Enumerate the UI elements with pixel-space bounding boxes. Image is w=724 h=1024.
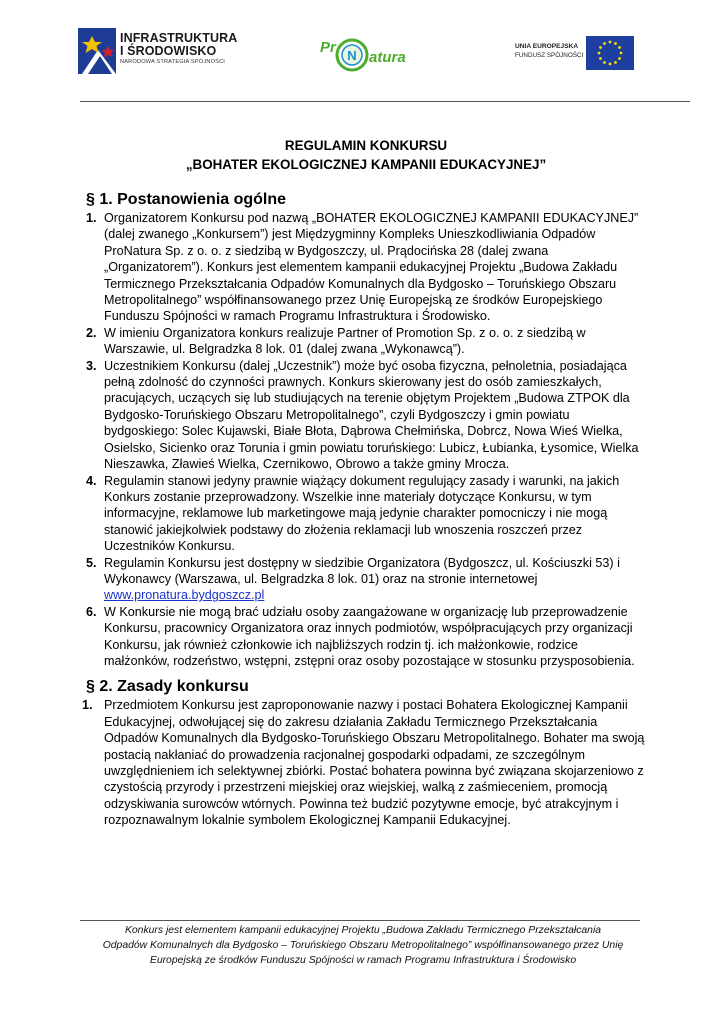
pronatura-text-right: atura bbox=[369, 49, 406, 66]
footer-line1: Konkurs jest elementem kampanii edukacyjnej Projektu „Budowa Zakładu Termicznego Przekształcania bbox=[124, 925, 602, 936]
infrastruktura-logo bbox=[78, 28, 238, 74]
document-body bbox=[82, 136, 646, 829]
doc-title-line1: REGULAMIN KONKURSU bbox=[284, 138, 448, 153]
item-text: Przedmiotem Konkursu jest zaproponowanie nazwy i postaci Bohatera Ekologicznej Kampanii Edukacyjnej, odwołującej się do zakresu działania Zakładu Termicznego Przekształcania Odpadów Komunalnych dla Bydgosko-Toruńskiego Obszaru Metropolitalnego. Bohater ma swoją postacią nakłaniać do prowadzenia racjonalnej gospodarki odpadami, ze szczególnym uwzględnieniem ich selektywnej zbiórki. Postać bohatera powinna być związana skojarzeniowo z czystością przyrody i przestrzeni miejskiej oraz wiejskiej, walką z zaśmieceniem, promocją odzyskiwania surowców wtórnych. Powinna też budzić pozytywne emocje, być atrakcyjnym i rozpoznawalnym lokalnie symbolem Ekologicznej Kampanii Edukacyjnej. bbox=[104, 698, 645, 828]
item-text: Organizatorem Konkursu pod nazwą „BOHATER EKOLOGICZNEJ KAMPANII EDUKACYJNEJ” (dalej zwanego „Konkursem”) jest Międzygminny Kompleks Unieszkodliwiania Odpadów ProNatura Sp. z o. o. z siedzibą w Bydgoszczy, ul. Prądocińska 28 (dalej zwana „Organizatorem”). Konkurs jest elementem kampanii edukacyjnej Projektu „Budowa Zakładu Termicznego Przekształcania Odpadów Komunalnych dla Bydgosko – Toruńskiego Obszaru Metropolitalnego” współfinansowanego przez Unię Europejską ze środków Europejskiego Funduszu Spójności w ramach Programu Infrastruktura i Środowisko. bbox=[104, 211, 639, 324]
item-number: 5. bbox=[86, 555, 97, 570]
eu-logo-line2: FUNDUSZ SPÓJNOŚCI bbox=[515, 52, 584, 59]
section2-list bbox=[82, 697, 646, 828]
item-number: 2. bbox=[86, 325, 97, 340]
pronatura-circle-letter: N bbox=[347, 48, 357, 63]
list-item bbox=[86, 325, 646, 358]
eu-logo bbox=[512, 36, 636, 72]
header-divider bbox=[80, 101, 690, 102]
list-item bbox=[86, 210, 646, 325]
list-item bbox=[86, 473, 646, 555]
list-item bbox=[86, 358, 646, 473]
item-text: Regulamin Konkursu jest dostępny w siedzibie Organizatora (Bydgoszcz, ul. Kościuszki 53) i Wykonawcy (Warszawa, ul. Belgradzka 8 lok. 01) oraz na stronie internetowej bbox=[104, 555, 620, 586]
logo-left-line2: I ŚRODOWISKO bbox=[120, 44, 217, 58]
website-link[interactable]: www.pronatura.bydgoszcz.pl bbox=[104, 588, 265, 603]
list-item bbox=[86, 604, 646, 670]
item-number: 4. bbox=[86, 473, 97, 488]
pronatura-logo bbox=[318, 30, 418, 74]
eu-flag-icon bbox=[586, 36, 634, 70]
page-header bbox=[0, 0, 724, 104]
item-number: 1. bbox=[86, 211, 97, 225]
logo-left-line3: NARODOWA STRATEGIA SPÓJNOŚCI bbox=[120, 59, 226, 65]
eu-logo-line1: UNIA EUROPEJSKA bbox=[515, 43, 579, 50]
list-item bbox=[82, 697, 646, 828]
item-text: Uczestnikiem Konkursu (dalej „Uczestnik”) może być osoba fizyczna, pełnoletnia, posiadająca pełną zdolność do czynności prawnych. Konkurs skierowany jest do osób zamieszkałych, pracujących, uczących się lub studiujących na terenie objętym Projektem „Budowa ZTPOK dla Bydgosko-Toruńskiego Obszaru Metropolitalnego”, czyli Bydgoszczy i gmin powiatu bydgoskiego: Solec Kujawski, Białe Błota, Dąbrowa Chełmińska, Dobrcz, Nowa Wieś Wielka, Osielsko, Sicienko oraz Torunia i gmin powiatu toruńskiego: Lubicz, Łubianka, Łysomice, Wielka Nieszawka, Zławieś Wielka, Czernikowo, Obrowo a także gminy Mrocza. bbox=[104, 358, 639, 472]
item-text: W imieniu Organizatora konkurs realizuje Partner of Promotion Sp. z o. o. z siedzibą w Warszawie, ul. Belgradzka 8 lok. 01 (dalej zwana „Wykonawcą”). bbox=[104, 325, 586, 357]
section1-heading: § 1. Postanowienia ogólne bbox=[86, 191, 287, 208]
item-text: W Konkursie nie mogą brać udziału osoby zaangażowane w organizację lub przeprowadzenie Konkursu, pracownicy Organizatora oraz innych podmiotów, współpracujących przy organizacji Konkursu, jak również członkowie ich najbliższych rodzin tj. ich małżonkowie, rodzice małżonków, rodzeństwo, wstępni, zstępni oraz osoby pozostające w stosunku przysposobienia. bbox=[104, 604, 635, 668]
section1-list bbox=[86, 210, 646, 669]
infrastruktura-emblem-icon bbox=[78, 28, 116, 74]
item-text: Regulamin stanowi jedyny prawnie wiążący dokument regulujący zasady i warunki, na jakich Konkurs zostanie przeprowadzony. Wszelkie inne materiały dotyczące Konkursu, w tym informacyjne, reklamowe lub marketingowe mają jedynie charakter pomocniczy i nie mogą stanowić jakiejkolwiek podstawy do złożenia reklamacji lub wnoszenia roszczeń przez Uczestników Konkursu. bbox=[104, 473, 620, 554]
page-footer bbox=[68, 923, 658, 969]
pronatura-text-left: Pr bbox=[320, 39, 336, 56]
item-number: 3. bbox=[86, 358, 97, 373]
section2-heading: § 2. Zasady konkursu bbox=[86, 678, 249, 696]
footer-divider bbox=[80, 920, 640, 921]
doc-title-line2: „BOHATER EKOLOGICZNEJ KAMPANII EDUKACYJNEJ” bbox=[185, 157, 547, 172]
footer-line3: Europejską ze środków Funduszu Spójności w ramach Programu Infrastruktura i Środowisko bbox=[149, 955, 577, 967]
logo-left-line1: INFRASTRUKTURA bbox=[120, 31, 238, 45]
item-number: 1. bbox=[82, 698, 93, 713]
list-item bbox=[86, 555, 646, 604]
footer-line2: Odpadów Komunalnych dla Bydgosko – Toruńskiego Obszaru Metropolitalnego” współfinansowanego przez Unię bbox=[102, 940, 624, 952]
item-number: 6. bbox=[86, 604, 97, 619]
